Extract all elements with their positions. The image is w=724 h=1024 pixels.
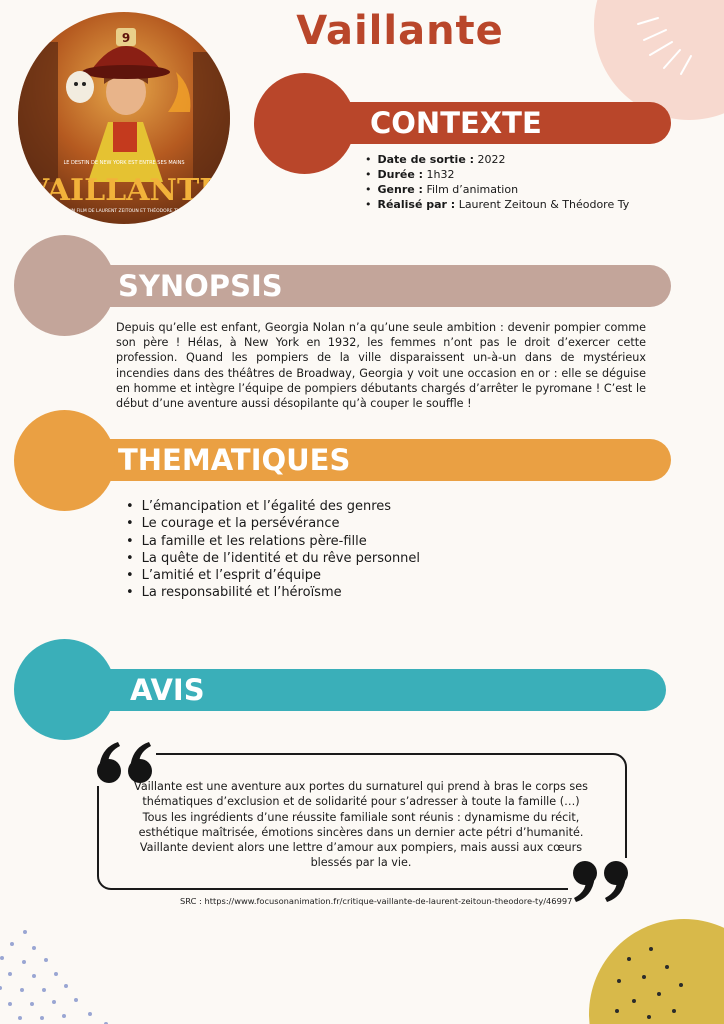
poster-illustration bbox=[18, 12, 230, 224]
sun-rays-decoration bbox=[636, 10, 706, 80]
contexte-item: • Réalisé par : Laurent Zeitoun & Théodore Ty bbox=[365, 197, 629, 212]
review-quote bbox=[130, 779, 592, 871]
theme-item: • La quête de l’identité et du rêve personnel bbox=[126, 550, 420, 567]
decorative-dots-bottom-right bbox=[589, 919, 724, 1024]
review-line: Tous les ingrédients d’une réussite familiale sont réunis : dynamisme du récit, bbox=[142, 810, 580, 824]
avis-heading: AVIS bbox=[130, 673, 205, 707]
open-quote-icon bbox=[96, 740, 154, 784]
helmet-number: 9 bbox=[121, 31, 131, 45]
contexte-item: • Date de sortie : 2022 bbox=[365, 152, 629, 167]
contexte-heading: CONTEXTE bbox=[370, 106, 542, 140]
thematiques-circle bbox=[14, 410, 115, 511]
synopsis-heading: SYNOPSIS bbox=[118, 269, 283, 303]
synopsis-circle bbox=[14, 235, 115, 336]
theme-item: • La famille et les relations père-fille bbox=[126, 533, 420, 550]
review-line: esthétique maîtrisée, émotions sincères dans un dernier acte pétri d’humanité. bbox=[138, 825, 584, 839]
theme-item: • La responsabilité et l’héroïsme bbox=[126, 584, 420, 601]
thematiques-list bbox=[126, 498, 420, 602]
theme-item: • L’émancipation et l’égalité des genres bbox=[126, 498, 420, 515]
review-line: blessés par la vie. bbox=[310, 856, 412, 870]
review-line: Vaillante devient alors une lettre d’amour aux pompiers, mais aussi aux cœurs bbox=[139, 841, 583, 855]
poster-title: VAILLANTE bbox=[25, 173, 223, 208]
theme-item: • Le courage et la persévérance bbox=[126, 515, 420, 532]
contexte-item: • Durée : 1h32 bbox=[365, 167, 629, 182]
review-line: Vaillante est une aventure aux portes du surnaturel qui prend à bras le corps ses bbox=[134, 780, 588, 793]
page-title: Vaillante bbox=[296, 8, 504, 54]
avis-circle bbox=[14, 639, 115, 740]
source-link[interactable]: SRC : https://www.focusonanimation.fr/critique-vaillante-de-laurent-zeitoun-theodore-ty/46997 bbox=[180, 896, 573, 906]
contexte-item: • Genre : Film d’animation bbox=[365, 182, 629, 197]
movie-poster bbox=[18, 12, 230, 224]
synopsis-text: Depuis qu’elle est enfant, Georgia Nolan n’a qu’une seule ambition : devenir pompier comme son père ! Hélas, à New York en 1932, les femmes n’ont pas le droit d’exercer cette profession. Quand les pompiers de la ville disparaissent un-à-un dans de mystérieux incendies dans des théâtres de Broadway, Georgia y voit une occasion en or : elle se déguise en homme et intègre l’équipe de pompiers débutants chargés d’arrêter le pyromane ! C’est le début d’une aventure aussi désopilante qu’à couper le souffle ! bbox=[116, 321, 646, 411]
thematiques-heading: THEMATIQUES bbox=[118, 443, 351, 477]
decorative-dots-bottom-left bbox=[0, 914, 120, 1024]
review-line: thématiques d’exclusion et de solidarité pour s’adresser à toute la famille (…) bbox=[142, 795, 580, 809]
contexte-list bbox=[365, 152, 629, 212]
poster-tagline: LE DESTIN DE NEW YORK EST ENTRE SES MAINS bbox=[63, 160, 185, 166]
contexte-circle bbox=[254, 73, 355, 174]
poster-credit: UN FILM DE LAURENT ZEITOUN ET THÉODORE TY bbox=[68, 209, 180, 214]
theme-item: • L’amitié et l’esprit d’équipe bbox=[126, 567, 420, 584]
